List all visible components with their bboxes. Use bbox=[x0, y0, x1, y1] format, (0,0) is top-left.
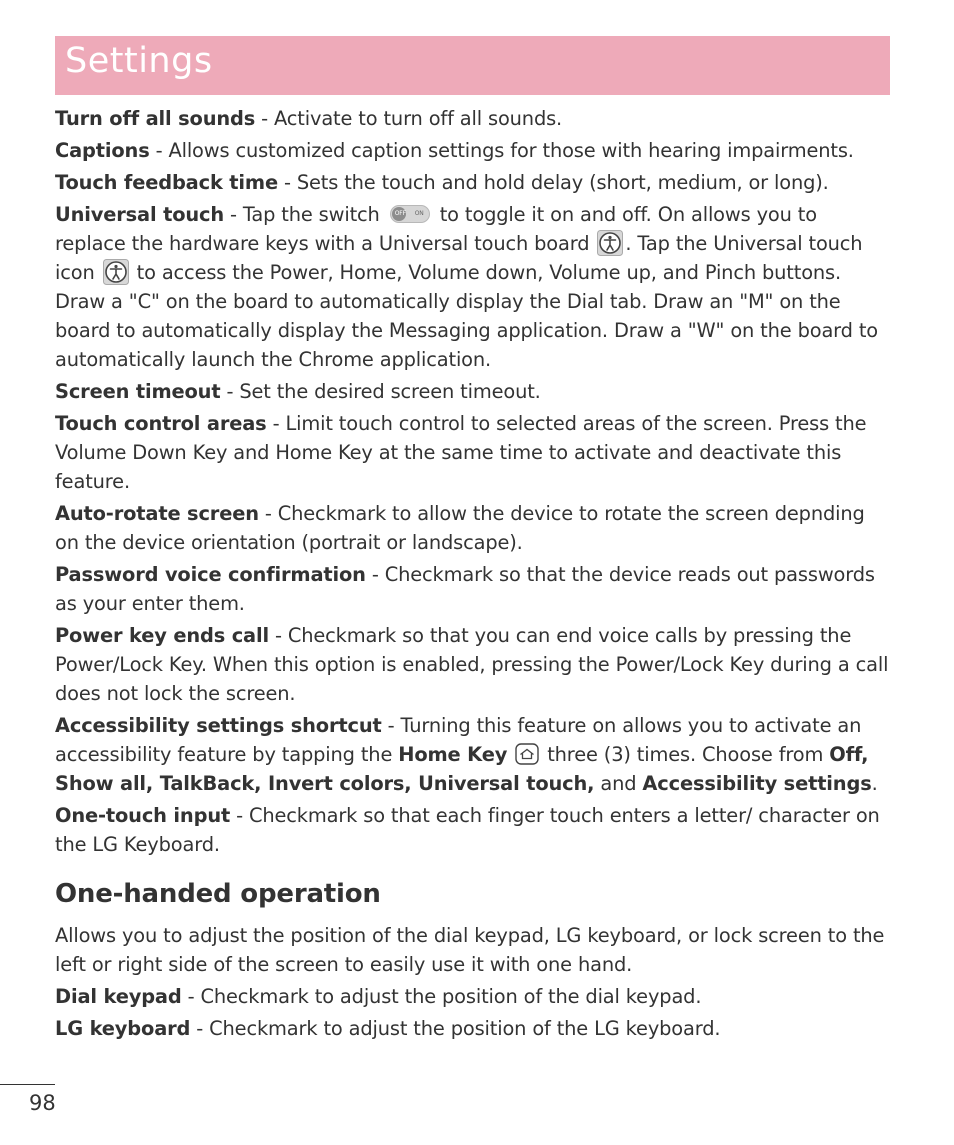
shortcut-options: Off, Show all, TalkBack, Invert colors, Universal touch, bbox=[55, 743, 869, 795]
shortcut-option-last: Accessibility settings bbox=[642, 772, 872, 795]
setting-term: Accessibility settings shortcut bbox=[55, 714, 382, 737]
setting-entry bbox=[55, 499, 891, 557]
setting-entry bbox=[55, 982, 891, 1011]
setting-entry bbox=[55, 168, 891, 197]
setting-term: Touch control areas bbox=[55, 412, 267, 435]
setting-desc: - Checkmark so that the device reads out passwords as your enter them. bbox=[55, 563, 875, 615]
toggle-switch-icon bbox=[390, 205, 430, 223]
setting-entry bbox=[55, 104, 891, 133]
home-key-label: Home Key bbox=[398, 743, 508, 766]
setting-term: Captions bbox=[55, 139, 150, 162]
section-intro: Allows you to adjust the position of the dial keypad, LG keyboard, or lock screen to the left or right side of the screen to easily use it with one hand. bbox=[55, 924, 885, 976]
footer-rule bbox=[0, 1084, 55, 1085]
setting-desc: - Allows customized caption settings for those with hearing impairments. bbox=[149, 139, 854, 162]
setting-term: Touch feedback time bbox=[55, 171, 278, 194]
setting-entry bbox=[55, 377, 891, 406]
setting-desc: - Checkmark so that you can end voice calls by pressing the Power/Lock Key. When this option is enabled, pressing the Power/Lock Key during a call does not lock the screen. bbox=[55, 624, 889, 705]
setting-term: Dial keypad bbox=[55, 985, 182, 1008]
switch-off-label: OFF bbox=[394, 209, 406, 217]
setting-desc: - Tap the switch bbox=[224, 203, 386, 226]
settings-description bbox=[55, 104, 891, 1046]
setting-entry bbox=[55, 560, 891, 618]
setting-desc: - Turning this feature on allows you to activate an accessibility feature by tapping the bbox=[55, 714, 862, 766]
setting-term: Universal touch bbox=[55, 203, 225, 226]
setting-entry bbox=[55, 621, 891, 708]
setting-term: Power key ends call bbox=[55, 624, 269, 647]
universal-touch-icon bbox=[597, 230, 623, 256]
setting-desc: - Checkmark to adjust the position of the dial keypad. bbox=[181, 985, 702, 1008]
page-number: 98 bbox=[29, 1091, 56, 1115]
setting-entry-accessibility-shortcut bbox=[55, 711, 891, 798]
setting-term: Screen timeout bbox=[55, 380, 221, 403]
setting-term: LG keyboard bbox=[55, 1017, 191, 1040]
setting-desc: to toggle it on and off. On allows you to replace the hardware keys with a Universal touch board bbox=[55, 203, 817, 255]
setting-desc: - Limit touch control to selected areas of the screen. Press the Volume Down Key and Home Key at the same time to activate and deactivate this feature. bbox=[55, 412, 867, 493]
setting-term: Turn off all sounds bbox=[55, 107, 256, 130]
setting-desc: to access the Power, Home, Volume down, Volume up, and Pinch buttons. Draw a "C" on the board to automatically display the Dial tab. Draw an "M" on the board to automatically display the Messaging application. Draw a "W" on the board to automatically launch the Chrome application. bbox=[55, 261, 878, 371]
universal-touch-icon bbox=[103, 259, 129, 285]
home-key-icon bbox=[515, 743, 539, 765]
setting-desc: . Tap the Universal touch icon bbox=[55, 232, 863, 284]
page-title: Settings bbox=[65, 41, 213, 81]
setting-desc: - Checkmark to allow the device to rotate the screen depnding on the device orientation (portrait or landscape). bbox=[55, 502, 865, 554]
setting-desc: - Sets the touch and hold delay (short, medium, or long). bbox=[277, 171, 829, 194]
setting-desc: - Checkmark so that each finger touch enters a letter/ character on the LG Keyboard. bbox=[55, 804, 880, 856]
setting-term: One-touch input bbox=[55, 804, 231, 827]
section-header bbox=[55, 36, 890, 95]
setting-entry bbox=[55, 1014, 891, 1043]
setting-entry-universal-touch bbox=[55, 200, 891, 374]
setting-desc: - Activate to turn off all sounds. bbox=[255, 107, 563, 130]
setting-desc: . bbox=[871, 772, 878, 795]
section-title-one-handed: One-handed operation bbox=[55, 879, 381, 909]
switch-on-label: ON bbox=[414, 209, 424, 217]
setting-entry bbox=[55, 801, 891, 859]
setting-desc: three (3) times. Choose from bbox=[541, 743, 830, 766]
setting-desc: - Set the desired screen timeout. bbox=[220, 380, 541, 403]
setting-term: Auto-rotate screen bbox=[55, 502, 259, 525]
setting-desc: - Checkmark to adjust the position of the LG keyboard. bbox=[190, 1017, 721, 1040]
setting-term: Password voice confirmation bbox=[55, 563, 366, 586]
setting-entry bbox=[55, 409, 891, 496]
setting-entry bbox=[55, 136, 891, 165]
setting-desc: and bbox=[594, 772, 643, 795]
